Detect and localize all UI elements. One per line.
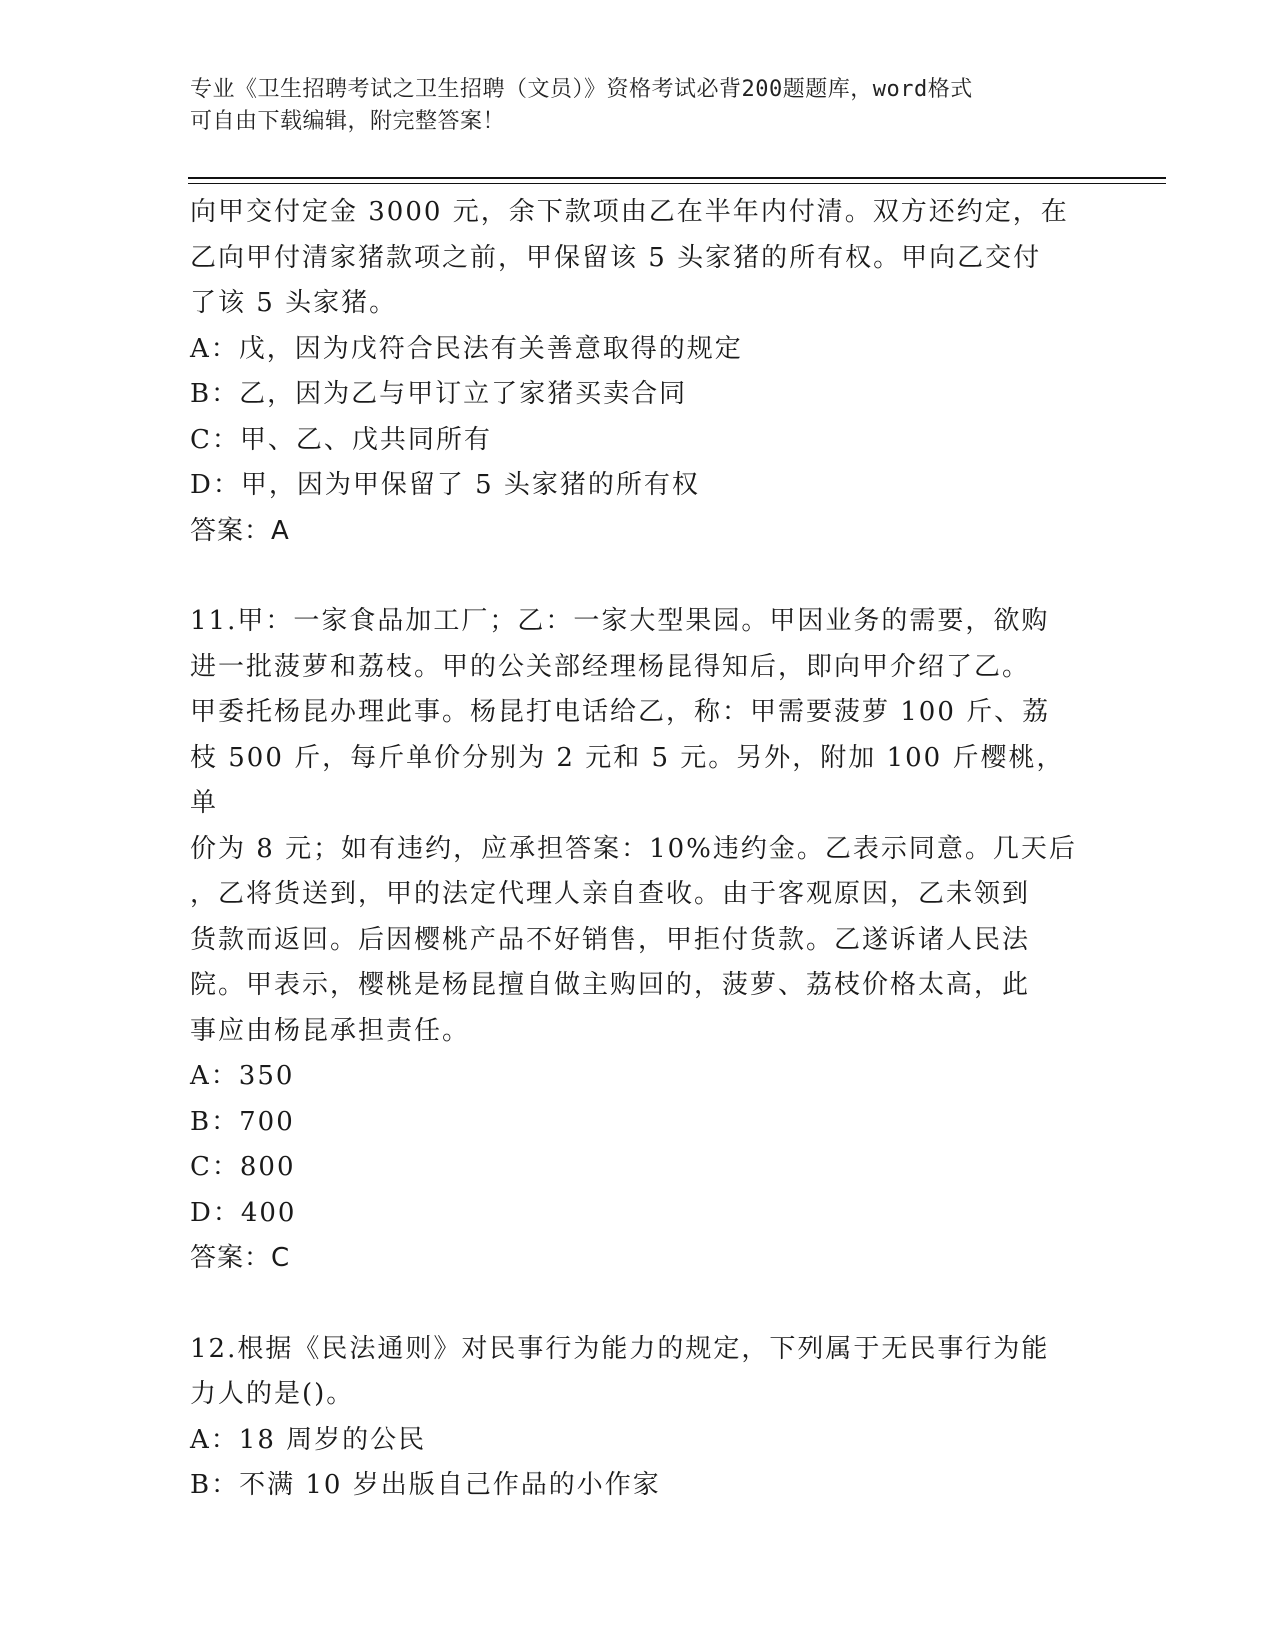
question-text-line: 向甲交付定金 3000 元，余下款项由乙在半年内付清。双方还约定，在: [190, 197, 1069, 227]
question-text-line: 事应由杨昆承担责任。: [190, 1015, 471, 1046]
question-text-line: 12.根据《民法通则》对民事行为能力的规定，下列属于无民事行为能: [190, 1333, 1050, 1364]
question-text-line: 11.甲：一家食品加工厂；乙：一家大型果园。甲因业务的需要，欲购: [190, 606, 1050, 636]
option-b: B：700: [190, 1106, 295, 1137]
option-c: C：甲、乙、戊共同所有: [190, 424, 492, 455]
question-text-line: 货款而返回。后因樱桃产品不好销售，甲拒付货款。乙遂诉诸人民法: [190, 924, 1031, 955]
answer-line: 答案：A: [190, 515, 290, 546]
question-11: [190, 599, 1090, 1282]
header-line-2: 可自由下载编辑，附完整答案！: [190, 109, 506, 134]
answer-line: 答案：C: [190, 1243, 291, 1273]
document-header: [190, 74, 1070, 138]
question-text-line: 院。甲表示，樱桃是杨昆擅自做主购回的，菠萝、荔枝价格太高，此: [190, 970, 1031, 1000]
option-a: A：戊，因为戊符合民法有关善意取得的规定: [190, 333, 743, 364]
question-text-line: 乙向甲付清家猪款项之前，甲保留该 5 头家猪的所有权。甲向乙交付: [190, 242, 1042, 273]
header-divider-thin: [188, 183, 1166, 184]
question-text-line: ，乙将货送到，甲的法定代理人亲自查收。由于客观原因，乙未领到: [190, 879, 1031, 909]
option-d: D：甲，因为甲保留了 5 头家猪的所有权: [190, 470, 700, 500]
question-text-line: 了该 5 头家猪。: [190, 288, 398, 318]
option-b: B：乙，因为乙与甲订立了家猪买卖合同: [190, 379, 688, 409]
question-12: [190, 1327, 1090, 1509]
option-a: A：350: [190, 1061, 295, 1091]
question-10-continued: [190, 190, 1090, 554]
question-text-line: 进一批菠萝和荔枝。甲的公关部经理杨昆得知后，即向甲介绍了乙。: [190, 651, 1031, 682]
spacer: [190, 554, 1090, 599]
question-text-line: 价为 8 元；如有违约，应承担答案：10%违约金。乙表示同意。几天后: [190, 833, 1077, 864]
question-text-line: 甲委托杨昆办理此事。杨昆打电话给乙，称：甲需要菠萝 100 斤、荔: [190, 697, 1051, 727]
header-divider-thick: [188, 177, 1166, 179]
option-a: A：18 周岁的公民: [190, 1424, 427, 1455]
option-d: D：400: [190, 1197, 297, 1228]
document-body: [190, 190, 1090, 1509]
question-text-line: 力人的是()。: [190, 1379, 355, 1409]
option-c: C：800: [190, 1152, 296, 1182]
header-line-1: 专业《卫生招聘考试之卫生招聘（文员）》资格考试必背200题题库，word格式: [190, 77, 973, 102]
spacer: [190, 1282, 1090, 1327]
option-b: B：不满 10 岁出版自己作品的小作家: [190, 1470, 661, 1500]
question-text-line: 枝 500 斤，每斤单价分别为 2 元和 5 元。另外，附加 100 斤樱桃，单: [190, 742, 1065, 818]
